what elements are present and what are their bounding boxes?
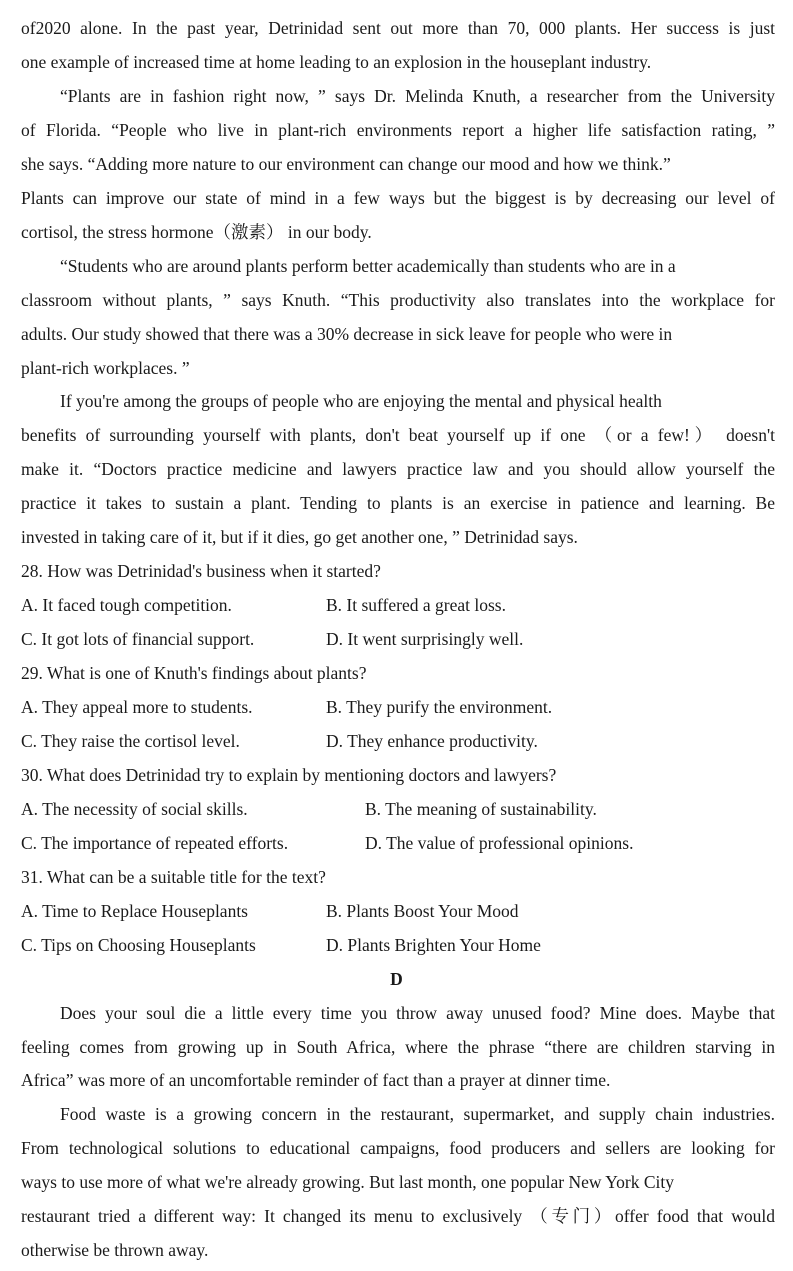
passage-line: of2020 alone. In the past year, Detrinidad sent out more than 70, 000 plants. Her success is just	[21, 18, 775, 38]
answer-option: D. Plants Brighten Your Home	[326, 934, 541, 955]
answer-option: C. The importance of repeated efforts.	[21, 832, 289, 853]
answer-option: B. It suffered a great loss.	[326, 595, 506, 616]
passage-line: adults. Our study showed that there was a 30% decrease in sick leave for people who were in	[21, 323, 673, 344]
question-stem: 31. What can be a suitable title for the text?	[21, 866, 326, 887]
answer-option: A. They appeal more to students.	[21, 697, 253, 717]
answer-option: B. Plants Boost Your Mood	[326, 900, 519, 921]
passage-line: one example of increased time at home leading to an explosion in the houseplant industry.	[21, 51, 652, 72]
passage-line: If you're among the groups of people who are enjoying the mental and physical health	[60, 391, 662, 412]
passage-line: ways to use more of what we're already growing. But last month, one popular New York City	[21, 1172, 674, 1193]
answer-option: B. The meaning of sustainability.	[365, 798, 597, 819]
answer-option: B. They purify the environment.	[326, 697, 553, 717]
passage-line: practice it takes to sustain a plant. Tending to plants is an exercise in patience and learning. Be	[21, 493, 775, 514]
section-heading: D	[390, 968, 403, 989]
passage-line: otherwise be thrown away.	[21, 1240, 209, 1261]
answer-option: C. It got lots of financial support.	[21, 629, 255, 650]
question-stem: 28. How was Detrinidad's business when it started?	[21, 561, 381, 582]
question-stem: 30. What does Detrinidad try to explain by mentioning doctors and lawyers?	[21, 764, 557, 785]
passage-line: From technological solutions to educational campaigns, food producers and sellers are looking for	[21, 1138, 775, 1159]
passage-line: Does your soul die a little every time you throw away unused food? Mine does. Maybe that	[60, 1002, 775, 1023]
passage-line: cortisol, the stress hormone（激素） in our body.	[21, 221, 372, 242]
passage-line: feeling comes from growing up in South Africa, where the phrase “there are children starving in	[21, 1036, 775, 1057]
passage-line: Plants can improve our state of mind in a few ways but the biggest is by decreasing our level of	[21, 187, 775, 208]
answer-option: A. Time to Replace Houseplants	[21, 900, 248, 921]
passage-line: classroom without plants, ” says Knuth. “This productivity also translates into the workplace for	[21, 289, 775, 310]
passage-line: restaurant tried a different way: It changed its menu to exclusively （专门）offer food that would	[21, 1206, 775, 1227]
passage-line: she says. “Adding more nature to our environment can change our mood and how we think.”	[21, 153, 671, 174]
passage-line: plant-rich workplaces. ”	[21, 357, 190, 378]
question-stem: 29. What is one of Knuth's findings about plants?	[21, 663, 367, 684]
passage-line: “Plants are in fashion right now, ” says Dr. Melinda Knuth, a researcher from the University	[60, 85, 775, 106]
passage-line: Food waste is a growing concern in the restaurant, supermarket, and supply chain industries.	[60, 1104, 775, 1125]
answer-option: A. It faced tough competition.	[21, 595, 232, 616]
answer-option: D. They enhance productivity.	[326, 730, 538, 751]
answer-option: A. The necessity of social skills.	[21, 798, 248, 819]
answer-option: C. Tips on Choosing Houseplants	[21, 934, 256, 955]
passage-line: benefits of surrounding yourself with plants, don't beat yourself up if one （or a few!） doesn't	[21, 425, 775, 446]
answer-option: D. The value of professional opinions.	[365, 832, 634, 853]
answer-option: C. They raise the cortisol level.	[21, 730, 240, 751]
passage-line: invested in taking care of it, but if it dies, go get another one, ” Detrinidad says.	[21, 527, 578, 548]
passage-line: Africa” was more of an uncomfortable reminder of fact than a prayer at dinner time.	[21, 1070, 611, 1091]
passage-line: “Students who are around plants perform better academically than students who are in a	[60, 255, 676, 276]
passage-line: of Florida. “People who live in plant-rich environments report a higher life satisfaction rating, ”	[21, 119, 775, 140]
passage-line: make it. “Doctors practice medicine and lawyers practice law and you should allow yourself the	[21, 459, 775, 480]
answer-option: D. It went surprisingly well.	[326, 629, 524, 650]
